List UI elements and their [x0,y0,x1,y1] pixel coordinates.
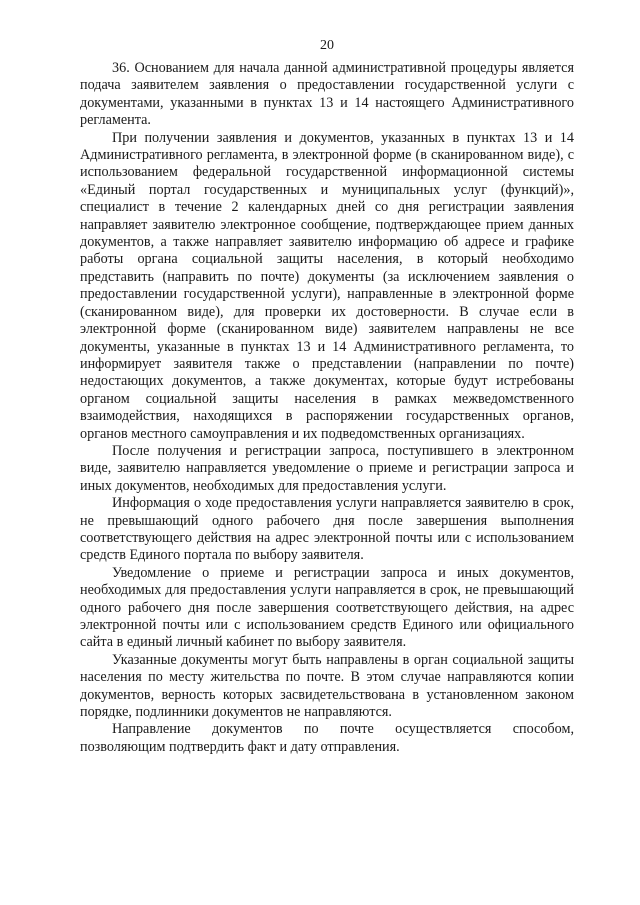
paragraph-3: После получения и регистрации запроса, поступившего в электронном виде, заявителю направляется уведомление о приеме и регистрации запроса и иных документов, необходимых для предоставления услуги. [80,442,574,494]
paragraph-6: Указанные документы могут быть направлены в орган социальной защиты населения по месту жительства по почте. В этом случае направляются копии документов, верность которых засвидетельствована в установленном законом порядке, подлинники документов не направляются. [80,651,574,721]
paragraph-7: Направление документов по почте осуществляется способом, позволяющим подтвердить факт и дату отправления. [80,721,574,755]
paragraph-5: Уведомление о приеме и регистрации запроса и иных документов, необходимых для предоставления услуги направляется в срок, не превышающий одного рабочего дня после завершения соответствующего действия, на адрес электронной почты или с использованием средств Единого или официального сайта в единый личный кабинет по выбору заявителя. [80,564,574,651]
paragraph-1: 36. Основанием для начала данной административной процедуры является подача заявителем заявления о предоставлении государственной услуги с документами, указанными в пунктах 13 и 14 настоящего Административного регламента. [80,60,574,129]
page-number: 20 [320,38,334,53]
paragraph-2: При получении заявления и документов, указанных в пунктах 13 и 14 Административного регламента, в электронной форме (в сканированном виде), с использованием федеральной государственной информационной системы «Единый портал государственных и муниципальных услуг (функций)», специалист в течение 2 календарных дней со дня регистрации заявления направляет заявителю электронное сообщение, подтверждающее прием данных документов, а также направляет заявителю информацию об адресе и графике работы органа социальной защиты населения, в который необходимо представить (направить по почте) документы (за исключением заявления о предоставлении государственной услуги), направленные в электронной форме (сканированном виде), для проверки их достоверности. В случае если в электронной форме (сканированном виде) заявителем направлены не все документы, указанные в пунктах 13 и 14 Административного регламента, то информирует заявителя также о представлении (направлении по почте) недостающих документов, а также документах, которые будут истребованы органом социальной защиты населения в рамках межведомственного взаимодействия, находящихся в распоряжении государственных органов, органов местного самоуправления и их подведомственных организациях. [80,129,574,442]
paragraph-4: Информация о ходе предоставления услуги направляется заявителю в срок, не превышающий одного рабочего дня после завершения выполнения соответствующего действия на адрес электронной почты или с использованием средств Единого портала по выбору заявителя. [80,495,574,564]
